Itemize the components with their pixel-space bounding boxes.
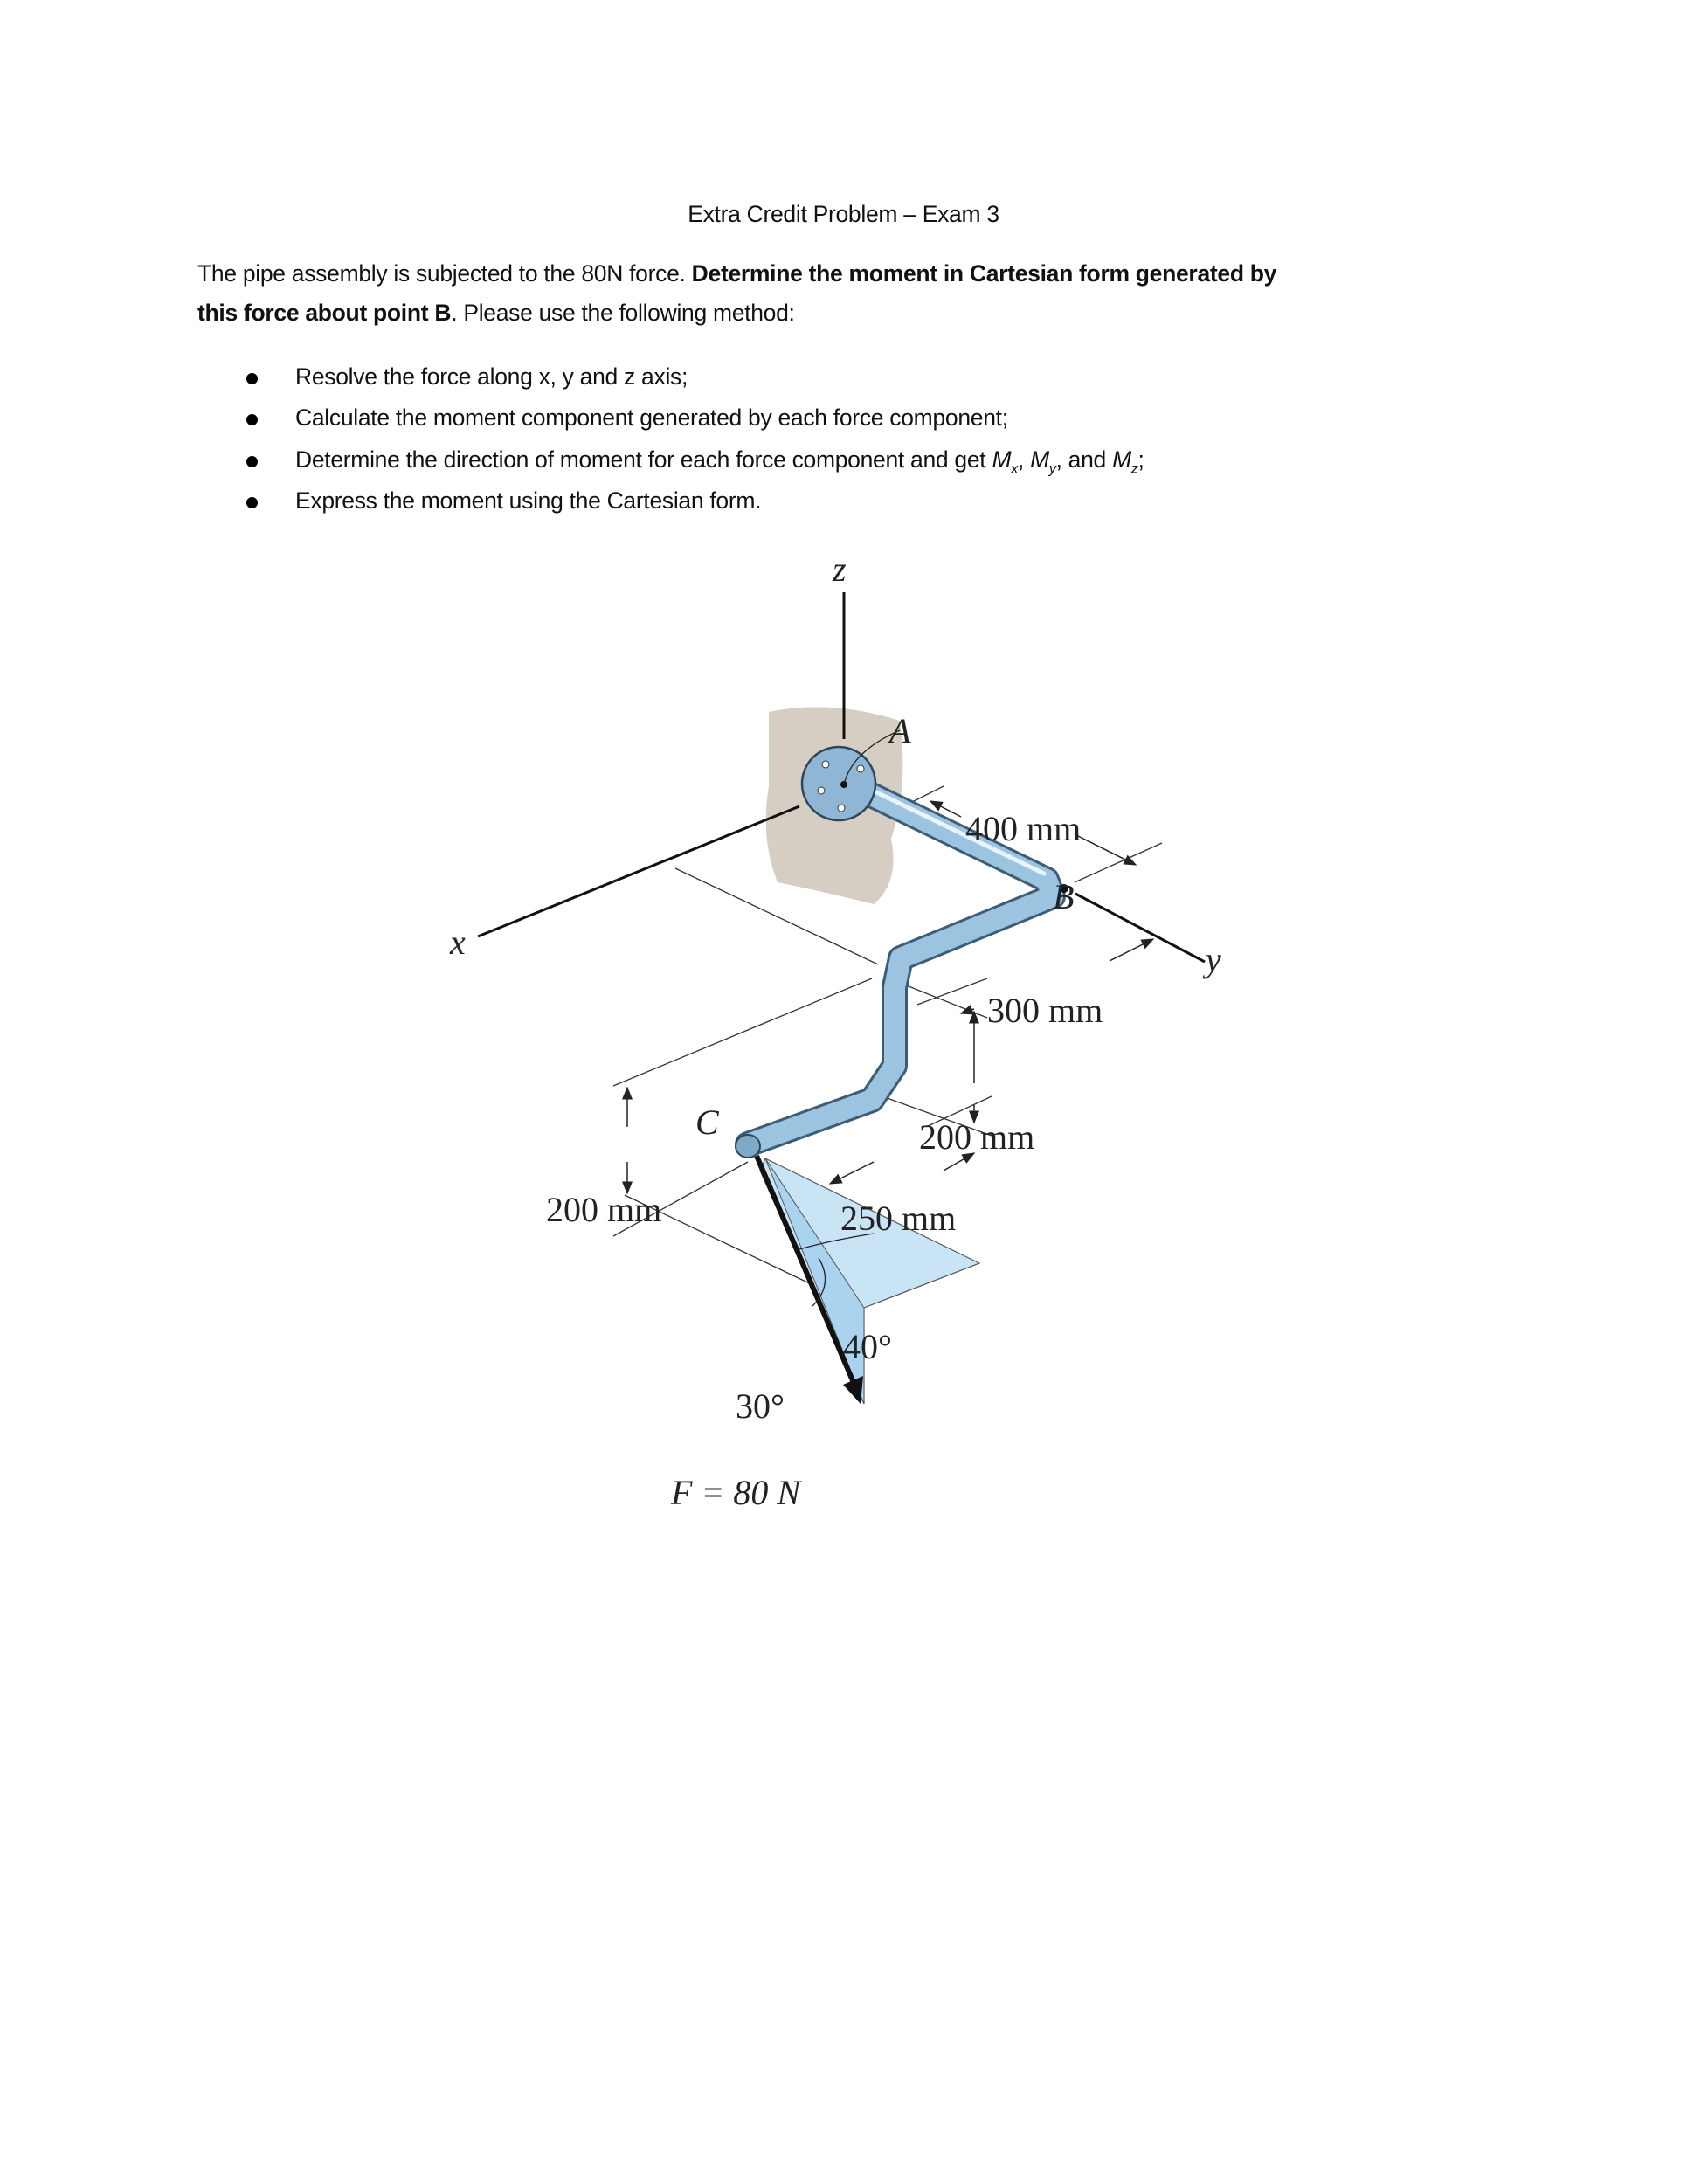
sep: ; [1137,446,1144,473]
mx: M [992,446,1012,473]
intro-text: The pipe assembly is subjected to the 80N force. [197,260,692,287]
y-axis [1075,894,1205,962]
step-1: Resolve the force along x, y and z axis; [295,363,688,390]
dimension-200mm-vertical: 200 mm [919,1117,1035,1157]
dimension-200mm-left: 200 mm [546,1190,662,1229]
my: M [1030,446,1049,473]
angle-40-label: 40° [843,1327,892,1366]
x-axis [478,806,799,936]
z-axis-label: z [833,549,847,589]
y-axis-label: y [1206,940,1221,979]
dimension-300mm: 300 mm [987,991,1103,1030]
intro-bold-text-2: this force about point B [197,300,452,326]
intro-bold-text: Determine the moment in Cartesian form generated by [691,260,1277,287]
my-sub: y [1048,461,1056,477]
point-c-label: C [695,1102,719,1142]
mx-sub: x [1011,461,1018,477]
mz-sub: z [1130,461,1138,477]
step-2: Calculate the moment component generated by each force component; [295,404,1008,431]
sep: , and [1055,446,1113,473]
point-b-label: B [1053,877,1075,916]
force-label: F = 80 N [671,1473,801,1512]
angle-30-label: 30° [736,1386,785,1426]
intro-text-2: . Please use the following method: [451,300,795,326]
mz: M [1112,446,1131,473]
sep: , [1017,446,1031,473]
pipe-end-c [736,1135,760,1158]
step-4: Express the moment using the Cartesian form. [295,487,762,514]
x-axis-label: x [450,923,466,962]
dimension-250mm: 250 mm [840,1199,957,1238]
step-3-text: Determine the direction of moment for each force component and get [295,446,992,473]
force-plane [760,1158,979,1404]
page-title: Extra Credit Problem – Exam 3 [688,201,999,227]
point-a-label: A [889,711,911,750]
dimension-400mm: 400 mm [965,809,1082,848]
